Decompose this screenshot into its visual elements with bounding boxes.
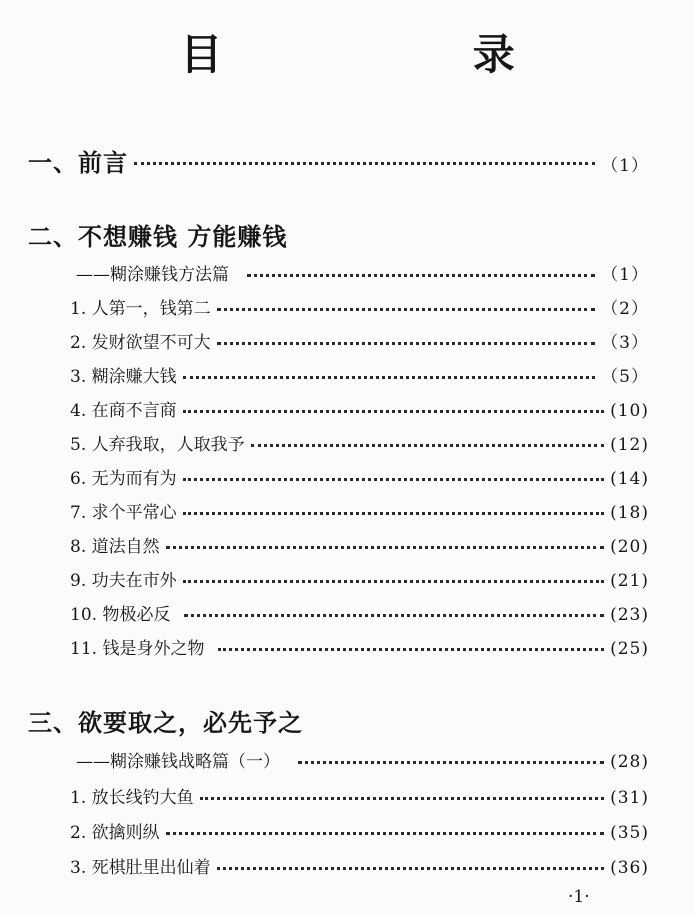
dot-leader [200, 797, 604, 800]
toc-label: 9. 功夫在市外 [70, 571, 177, 591]
toc-page-number: （1） [601, 265, 649, 285]
section-heading: 三、欲要取之，必先予之 [28, 709, 303, 737]
dot-leader [166, 546, 604, 549]
toc-page-number: (12) [610, 435, 649, 455]
dot-leader [218, 648, 604, 651]
toc-label: 3. 死棋肚里出仙着 [70, 858, 211, 878]
toc-label: 4. 在商不言商 [70, 401, 177, 421]
toc-page-number: (14) [610, 469, 649, 489]
dot-leader [183, 580, 604, 583]
toc-page-number: (23) [610, 605, 649, 625]
toc-page-number: (31) [610, 788, 649, 808]
toc-page-number: (20) [610, 537, 649, 557]
dot-leader [183, 376, 596, 379]
toc-label: 5. 人弃我取，人取我予 [70, 435, 245, 455]
toc-entry[interactable] [70, 464, 649, 489]
toc-label: ——糊涂赚钱战略篇（一） [76, 752, 280, 772]
toc-label: 1. 放长线钓大鱼 [70, 788, 194, 808]
dot-leader [217, 867, 604, 870]
dot-leader [183, 478, 604, 481]
dot-leader [166, 832, 604, 835]
toc-page-number: (25) [610, 639, 649, 659]
toc-label: 10. 物极必反 [70, 605, 171, 625]
dot-leader [251, 444, 604, 447]
toc-entry[interactable] [70, 600, 649, 625]
toc-page-number: (35) [610, 823, 649, 843]
toc-label: 11. 钱是身外之物 [70, 639, 205, 659]
toc-page-number: (36) [610, 858, 649, 878]
toc-entry[interactable] [70, 818, 649, 843]
toc-label: 一、前言 [28, 149, 128, 177]
toc-page-number: (28) [610, 752, 649, 772]
toc-page-number: （3） [601, 333, 649, 353]
toc-page-number: （1） [601, 156, 649, 176]
toc-label: 1. 人第一，钱第二 [70, 299, 211, 319]
toc-entry[interactable] [70, 566, 649, 591]
toc-entry[interactable] [70, 634, 649, 659]
dot-leader [183, 410, 604, 413]
toc-subtitle[interactable] [76, 260, 649, 285]
dot-leader [184, 614, 604, 617]
toc-label: 7. 求个平常心 [70, 503, 177, 523]
toc-label: 3. 糊涂赚大钱 [70, 367, 177, 387]
dot-leader [217, 342, 596, 345]
dot-leader [183, 512, 604, 515]
toc-entry-preface[interactable] [28, 143, 649, 178]
section-heading: 二、不想赚钱 方能赚钱 [28, 223, 288, 251]
toc-entry[interactable] [70, 396, 649, 421]
dot-leader [217, 308, 596, 311]
page-number-footer: ·1· [568, 887, 590, 907]
page-title: 目 录 [180, 30, 633, 79]
toc-label: 2. 欲擒则纵 [70, 823, 160, 843]
dot-leader [298, 761, 604, 764]
toc-entry[interactable] [70, 783, 649, 808]
toc-entry[interactable] [70, 294, 649, 319]
toc-label: ——糊涂赚钱方法篇 [76, 265, 229, 285]
toc-page-number: (18) [610, 503, 649, 523]
toc-entry[interactable] [70, 853, 649, 878]
toc-label: 2. 发财欲望不可大 [70, 333, 211, 353]
toc-page-number: (21) [610, 571, 649, 591]
toc-page-number: (10) [610, 401, 649, 421]
toc-label: 6. 无为而有为 [70, 469, 177, 489]
toc-subtitle[interactable] [76, 747, 649, 772]
toc-label: 8. 道法自然 [70, 537, 160, 557]
dot-leader [247, 274, 595, 277]
toc-page-number: （2） [601, 299, 649, 319]
toc-entry[interactable] [70, 328, 649, 353]
toc-entry[interactable] [70, 430, 649, 455]
toc-page-number: （5） [601, 367, 649, 387]
toc-entry[interactable] [70, 498, 649, 523]
dot-leader [134, 162, 595, 165]
toc-entry[interactable] [70, 362, 649, 387]
toc-entry[interactable] [70, 532, 649, 557]
